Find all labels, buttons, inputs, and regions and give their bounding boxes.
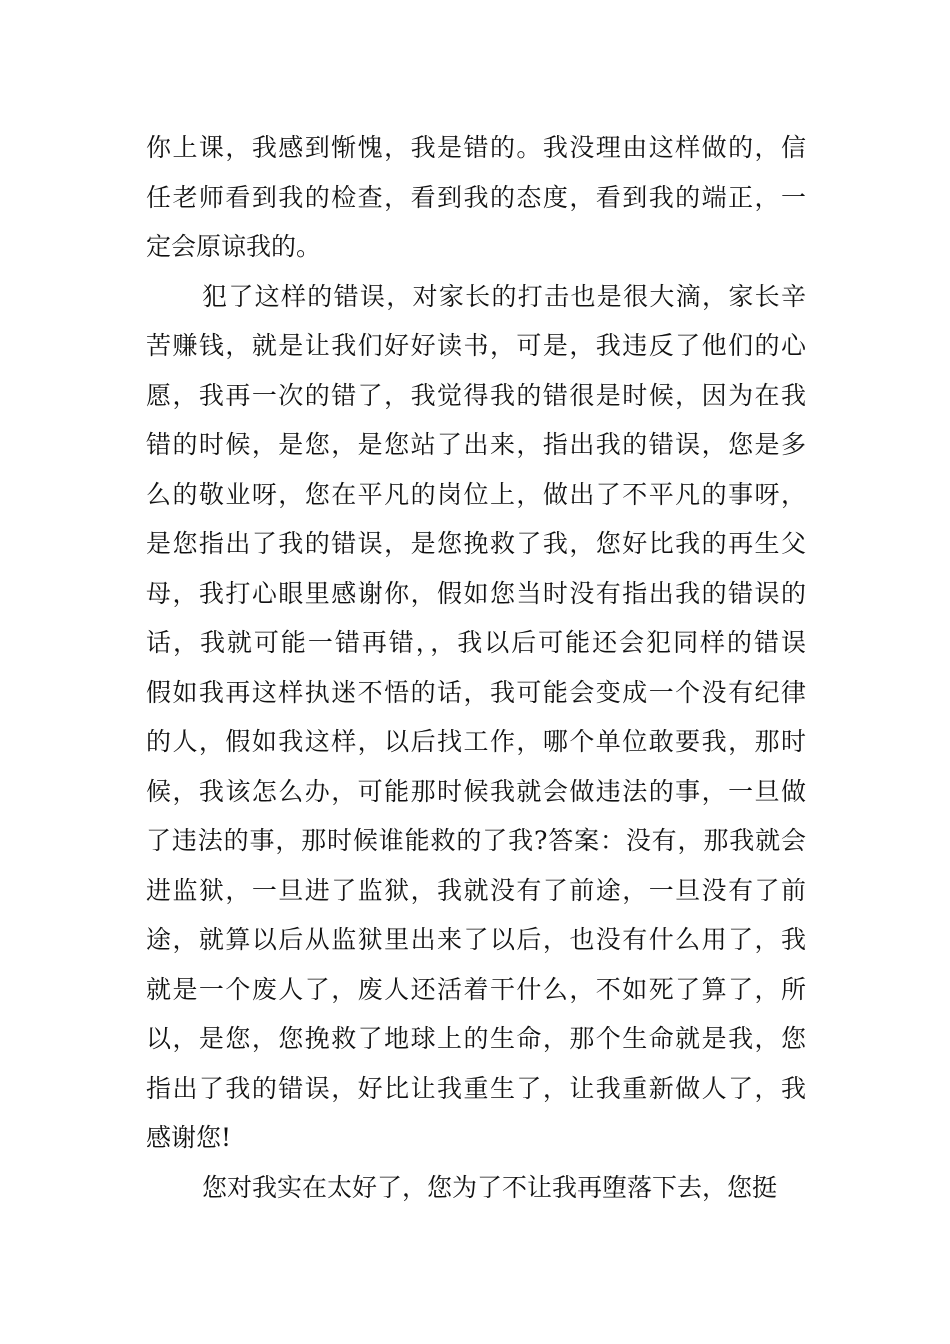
text-line: 母，我打心眼里感谢你，假如您当时没有指出我的错误的: [146, 578, 806, 608]
text-line: 就是一个废人了，废人还活着干什么，不如死了算了，所: [146, 974, 806, 1004]
paragraph-1: [146, 123, 806, 272]
text-line: 定会原谅我的。: [146, 232, 322, 261]
text-line: 苦赚钱，就是让我们好好读书，可是，我违反了他们的心: [146, 331, 806, 360]
text-line: 感谢您!: [146, 1123, 232, 1152]
text-line: 途，就算以后从监狱里出来了以后，也没有什么用了，我: [146, 925, 806, 954]
text-line: 了违法的事，那时候谁能救的了我?答案：没有，那我就会: [146, 826, 806, 855]
text-line: 犯了这样的错误，对家长的打击也是很大滴，家长辛: [202, 281, 806, 311]
paragraph-2: [146, 272, 806, 1163]
text-line: 话，我就可能一错再错，，我以后可能还会犯同样的错误: [146, 628, 806, 657]
text-line: 以，是您，您挽救了地球上的生命，那个生命就是我，您: [146, 1024, 806, 1053]
text-line: 候，我该怎么办，可能那时候我就会做违法的事，一旦做: [146, 776, 806, 806]
body-text: [146, 123, 806, 1212]
text-line: 指出了我的错误，好比让我重生了，让我重新做人了，我: [146, 1073, 806, 1103]
text-line: 你上课，我感到惭愧，我是错的。我没理由这样做的，信: [146, 133, 806, 162]
text-line: 进监狱，一旦进了监狱，我就没有了前途，一旦没有了前: [146, 875, 806, 905]
text-line: 愿，我再一次的错了，我觉得我的错很是时候，因为在我: [146, 380, 806, 410]
text-line: 假如我再这样执迷不悟的话，我可能会变成一个没有纪律: [146, 677, 806, 707]
text-line: 的人，假如我这样，以后找工作，哪个单位敢要我，那时: [146, 727, 806, 756]
paragraph-3: [146, 1163, 806, 1213]
text-line: 错的时候，是您，是您站了出来，指出我的错误，您是多: [146, 430, 806, 459]
text-line: 是您指出了我的错误，是您挽救了我，您好比我的再生父: [146, 529, 806, 558]
text-line: 么的敬业呀，您在平凡的岗位上，做出了不平凡的事呀，: [146, 479, 806, 509]
text-line: 任老师看到我的检查，看到我的态度，看到我的端正，一: [146, 182, 806, 212]
text-line: 您对我实在太好了，您为了不让我再堕落下去，您挺: [202, 1172, 778, 1202]
